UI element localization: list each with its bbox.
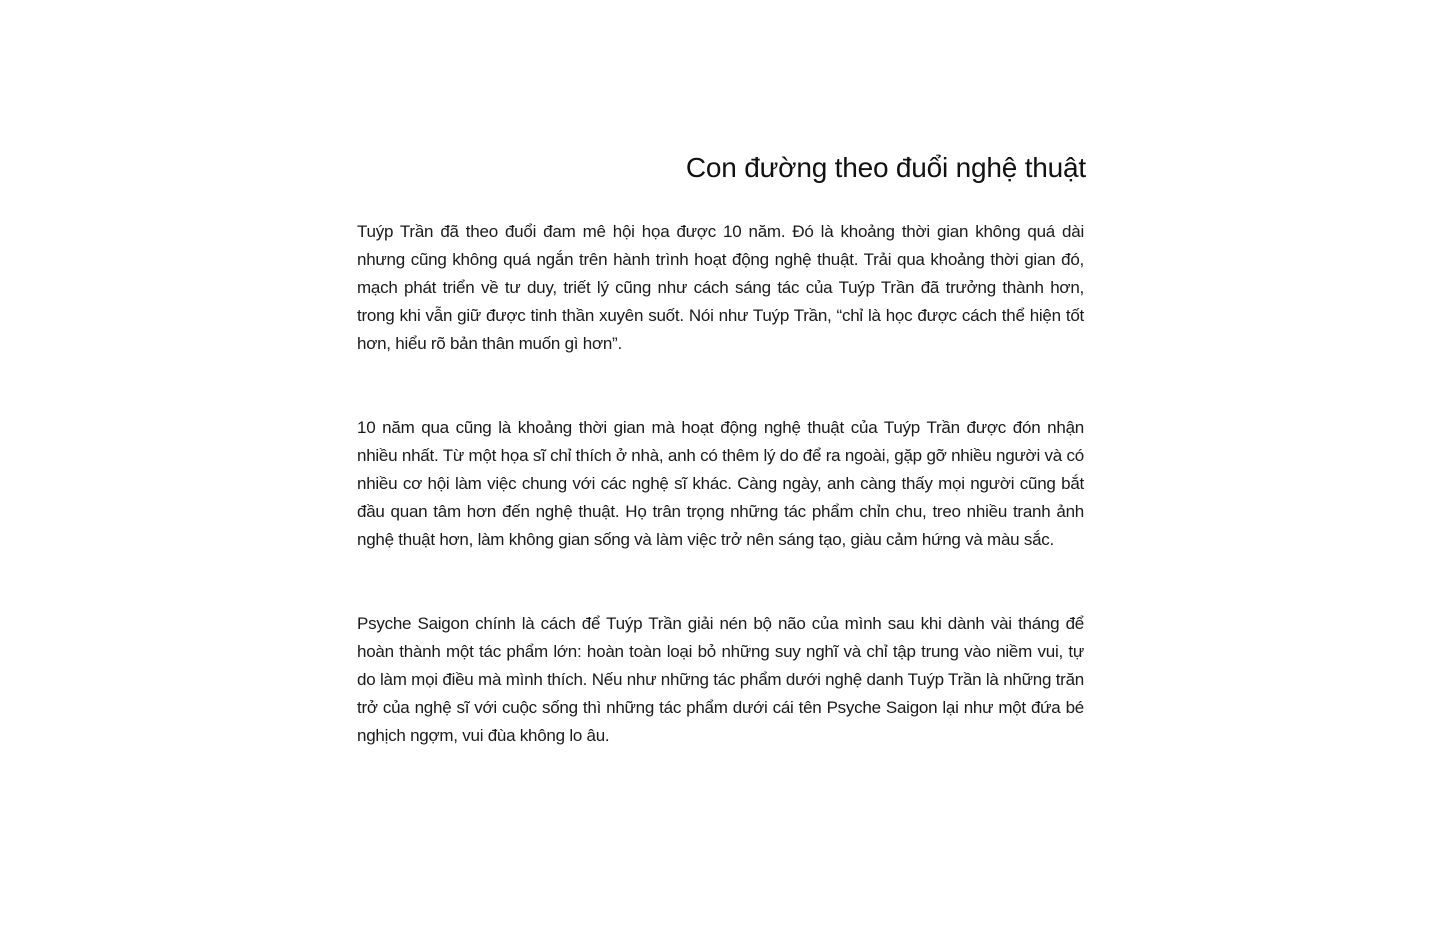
article-paragraph-1: Tuýp Trần đã theo đuổi đam mê hội họa được 10 năm. Đó là khoảng thời gian không quá dài nhưng cũng không quá ngắn trên hành trình hoạt động nghệ thuật. Trải qua khoảng thời gian đó, mạch phát triển về tư duy, triết lý cũng như cách sáng tác của Tuýp Trần đã trưởng thành hơn, trong khi vẫn giữ được tinh thần xuyên suốt. Nói như Tuýp Trần, “chỉ là học được cách thể hiện tốt hơn, hiểu rõ bản thân muốn gì hơn”. (357, 222, 1084, 353)
article-paragraph-3: Psyche Saigon chính là cách để Tuýp Trần giải nén bộ não của mình sau khi dành vài tháng để hoàn thành một tác phẩm lớn: hoàn toàn loại bỏ những suy nghĩ và chỉ tập trung vào niềm vui, tự do làm mọi điều mà mình thích. Nếu như những tác phẩm dưới nghệ danh Tuýp Trần là những trăn trở của nghệ sĩ với cuộc sống thì những tác phẩm dưới cái tên Psyche Saigon lại như một đứa bé nghịch ngợm, vui đùa không lo âu. (357, 614, 1084, 745)
article-title: Con đường theo đuổi nghệ thuật (685, 152, 1086, 183)
article (357, 148, 1084, 750)
article-paragraph-2: 10 năm qua cũng là khoảng thời gian mà hoạt động nghệ thuật của Tuýp Trần được đón nhận nhiều nhất. Từ một họa sĩ chỉ thích ở nhà, anh có thêm lý do để ra ngoài, gặp gỡ nhiều người và có nhiều cơ hội làm việc chung với các nghệ sĩ khác. Càng ngày, anh càng thấy mọi người cũng bắt đầu quan tâm hơn đến nghệ thuật. Họ trân trọng những tác phẩm chỉn chu, treo nhiều tranh ảnh nghệ thuật hơn, làm không gian sống và làm việc trở nên sáng tạo, giàu cảm hứng và màu sắc. (357, 418, 1084, 549)
